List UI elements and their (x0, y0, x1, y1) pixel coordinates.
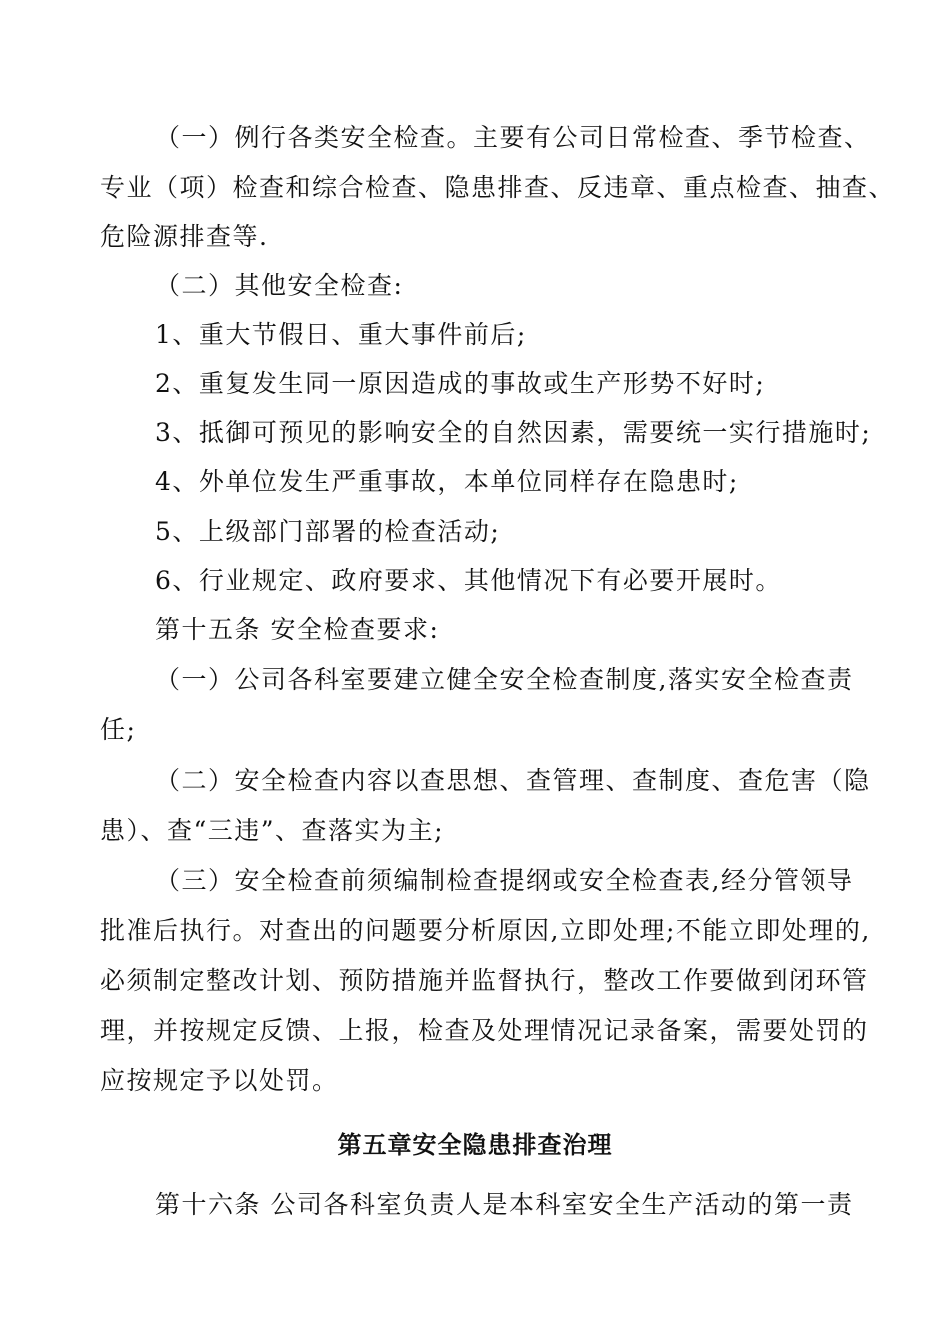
article-15-item-3-line-5: 应按规定予以处罚。 (100, 1066, 339, 1095)
list-item-4: 4、外单位发生严重事故，本单位同样存在隐患时; (155, 467, 739, 496)
paragraph-routine-checks-line-1: （一）例行各类安全检查。主要有公司日常检查、季节检查、 (155, 123, 871, 152)
article-15-item-3-line-2: 批准后执行。对查出的问题要分析原因,立即处理;不能立即处理的, (100, 916, 871, 945)
paragraph-routine-checks-line-2: 专业（项）检查和综合检查、隐患排查、反违章、重点检查、抽查、 (100, 173, 896, 202)
article-15-title: 第十五条 安全检查要求: (155, 615, 440, 644)
article-15-item-3-line-1: （三）安全检查前须编制检查提纲或安全检查表,经分管领导 (155, 866, 854, 895)
article-15-item-3-line-4: 理，并按规定反馈、上报，检查及处理情况记录备案，需要处罚的 (100, 1016, 869, 1045)
list-item-5: 5、上级部门部署的检查活动; (155, 517, 501, 546)
chapter-heading: 第五章安全隐患排查治理 (337, 1131, 613, 1159)
article-15-item-1-line-1: （一）公司各科室要建立健全安全检查制度,落实安全检查责 (155, 665, 854, 694)
article-15-item-2-line-2: 患）、查“三违”、查落实为主; (100, 816, 444, 845)
paragraph-routine-checks-line-3: 危险源排查等. (100, 222, 269, 251)
article-15-item-3-line-3: 必须制定整改计划、预防措施并监督执行，整改工作要做到闭环管 (100, 966, 869, 995)
list-item-3: 3、抵御可预见的影响安全的自然因素，需要统一实行措施时; (155, 418, 872, 447)
article-16-line-1: 第十六条 公司各科室负责人是本科室安全生产活动的第一责 (155, 1190, 854, 1219)
list-item-2: 2、重复发生同一原因造成的事故或生产形势不好时; (155, 369, 766, 398)
list-item-6: 6、行业规定、政府要求、其他情况下有必要开展时。 (155, 566, 782, 595)
list-item-1: 1、重大节假日、重大事件前后; (155, 320, 527, 349)
paragraph-other-checks-title: （二）其他安全检查: (155, 271, 404, 300)
article-15-item-1-line-2: 任; (100, 715, 137, 744)
article-15-item-2-line-1: （二）安全检查内容以查思想、查管理、查制度、查危害（隐 (155, 766, 871, 795)
